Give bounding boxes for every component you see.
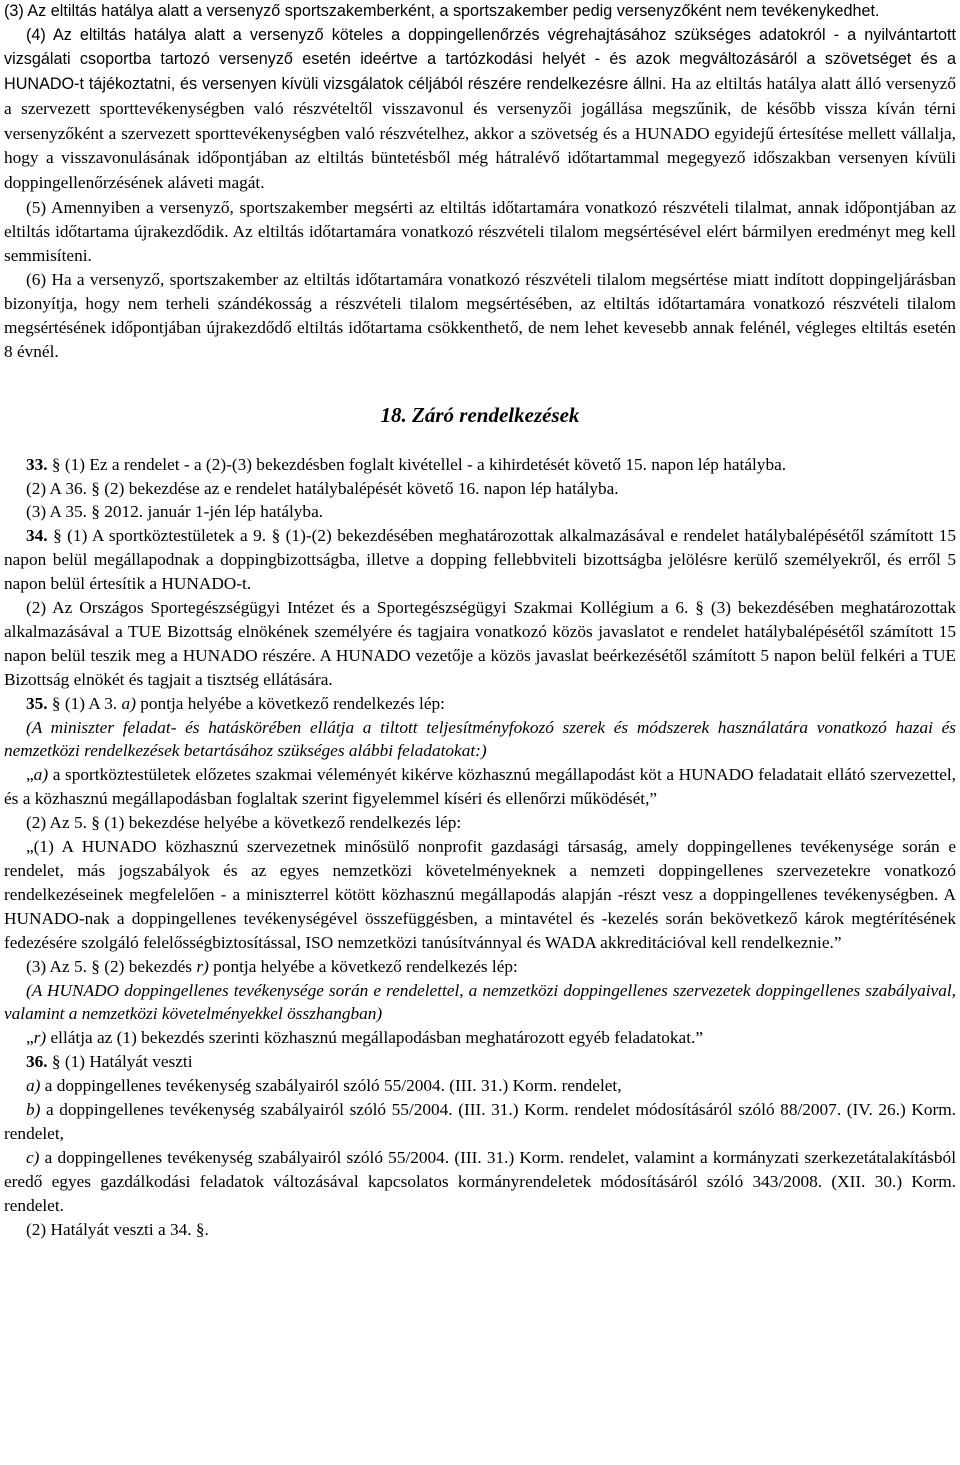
section-35-quote-3-text: (A HUNADO doppingellenes tevékenysége során e rendelettel, a nemzetközi doppingellenes szervezetek doppingellenes szabályaival, valamint a nemzetközi követelményekkel összhangban)	[4, 980, 956, 1024]
section-35-text-pre: § (1) A 3.	[47, 693, 122, 713]
section-36-item-a	[4, 1074, 956, 1098]
section-35-par-1	[4, 692, 956, 716]
item-a-label: a)	[26, 1076, 41, 1096]
section-35-new-text-3	[4, 1026, 956, 1050]
section-35-par-3-pre: (3) Az 5. § (2) bekezdés	[26, 956, 197, 976]
section-35-par-3-post: pontja helyébe a következő rendelkezés lép:	[208, 956, 518, 976]
section-35-par-3	[4, 955, 956, 979]
section-33-number: 33.	[26, 454, 48, 474]
section-36-par-2: (2) Hatályát veszti a 34. §.	[26, 1219, 209, 1239]
section-35-quote-1-text: (A miniszter feladat- és hatáskörében ellátja a tiltott teljesítményfokozó szerek és módszerek használatára vonatkozó hazai és nemzetközi rendelkezések betartásához szükséges alábbi feladatokat:)	[4, 717, 956, 761]
paragraph-ban-4-part-1: (4) Az eltiltás hatálya alatt a versenyző köteles a doppingellenőrzés végrehajtásához szükséges adatokról - a nyilvántartott vizsgálati csoportba tartozó versenyző esetén ideértve a tartózkodási helyét - és azok megváltozásáról a szövetséget és a HUNADO-t tájékoztatni, és versenyen kívüli vizsgálatok céljából részére rendelkezésre állni.	[4, 25, 956, 93]
new-point-r: r)	[33, 1028, 47, 1048]
section-36-par-1	[4, 1050, 956, 1074]
section-heading: 18. Záró rendelkezések	[380, 402, 580, 427]
section-33-text-1: § (1) Ez a rendelet - a (2)-(3) bekezdésben foglalt kivétellel - a kihirdetését követő 15. napon lép hatályba.	[47, 454, 787, 474]
section-34-number: 34.	[26, 526, 48, 546]
new-point-a-text: a sportköztestületek előzetes szakmai véleményét kikérve közhasznú megállapodást köt a HUNADO feladatait ellátó szervezettel, és a közhasznú megállapodásban foglaltak szerint figyelemmel kíséri és ellenőrzi működését,”	[4, 765, 956, 809]
section-36-number: 36.	[26, 1052, 48, 1072]
paragraph-ban-5: (5) Amennyiben a versenyző, sportszakember megsérti az eltiltás időtartamára vonatkozó részvételi tilalmat, annak időpontjában az eltiltás időtartama újrakezdődik. Az eltiltás időtartamára vonatkozó részvételi tilalom megsértésével elért bármilyen eredményt meg kell semmisíteni.	[4, 198, 956, 266]
section-35-new-text-1	[4, 763, 956, 811]
section-36-item-c	[4, 1146, 956, 1218]
section-34-text-1: § (1) A sportköztestületek a 9. § (1)-(2) bekezdésében meghatározottak alkalmazásával e rendelet hatálybalépésétől számított 15 napon belül megállapodnak a doppingbizottságba, illetve a dopping fellebbviteli bizottságba jelölésre kerülő személyekről, és erről 5 napon belül értesítik a HUNADO-t.	[4, 526, 956, 594]
item-b-label: b)	[26, 1100, 41, 1120]
item-c-text: a doppingellenes tevékenység szabályairól szóló 55/2004. (III. 31.) Korm. rendelet, valamint a kormányzati szerkezetátalakításból eredő egyes gazdálkodási feladatok változásával kapcsolatos kormányrendeletek módosításáról szóló 343/2008. (XII. 30.) Korm. rendelet.	[4, 1147, 956, 1215]
section-35-point-a: a)	[121, 693, 136, 713]
paragraph-ban-4-part-2: Ha az eltiltás hatálya alatt álló versenyző a szervezett sporttevékenységben való részvételtől visszavonul és versenyzői jogállása megszűnik, de később vissza kíván térni versenyzőként a szervezett sporttevékenységben való részvételhez, akkor a szövetség és a HUNADO egyidejű értesítése mellett vállalja, hogy a visszavonulásának időpontjában az eltiltás büntetésből még hátralévő időtartammal megegyező időszakban versenyen kívüli doppingellenőrzésének aláveti magát.	[4, 73, 956, 193]
section-35-text-post: pontja helyébe a következő rendelkezés lép:	[135, 693, 445, 713]
paragraph-ban-6: (6) Ha a versenyző, sportszakember az eltiltás időtartamára vonatkozó részvételi tilalom megsértése miatt indított doppingeljárásban bizonyítja, hogy nem terheli szándékosság a részvételi tilalom megsértésében, az eltiltás időtartamára vonatkozó részvételi tilalom megsértésének időpontjában újrakezdődő eltiltás időtartama csökkenthető, de nem lehet kevesebb annak felénél, végleges eltiltás esetén 8 évnél.	[4, 269, 956, 361]
section-35-quote-3	[4, 979, 956, 1027]
section-34-par-2: (2) Az Országos Sportegészségügyi Intézet és a Sportegészségügyi Szakmai Kollégium a 6. § (3) bekezdésében meghatározottak alkalmazásával a TUE Bizottság elnökének személyére és tagjaira vonatkozó közös javaslatot e rendelet hatálybalépésétől számított 15 napon belül teszik meg a HUNADO részére. A HUNADO vezetője a közös javaslat beérkezésétől számított 5 napon belül felkéri a TUE Bizottság elnökét és tagjait a tisztség ellátására.	[4, 598, 956, 689]
item-b-text: a doppingellenes tevékenység szabályairól szóló 55/2004. (III. 31.) Korm. rendelet módosításáról szóló 88/2007. (IV. 26.) Korm. rendelet,	[4, 1100, 956, 1143]
section-35-number: 35.	[26, 693, 48, 713]
section-35-quote-1	[4, 716, 956, 764]
open-quote-r: „	[26, 1028, 34, 1048]
section-36-text-1: § (1) Hatályát veszti	[47, 1052, 193, 1072]
section-33-par-1	[4, 453, 956, 477]
paragraph-ban-3: (3) Az eltiltás hatálya alatt a versenyző sportszakemberként, a sportszakember pedig versenyzőként nem tevékenykedhet.	[4, 2, 880, 20]
new-point-a: a)	[33, 765, 49, 785]
paragraph-ban-4	[4, 24, 956, 196]
section-35-point-r: r)	[196, 956, 209, 976]
open-quote: „	[26, 765, 34, 785]
item-a-text: a doppingellenes tevékenység szabályairól szóló 55/2004. (III. 31.) Korm. rendelet,	[40, 1076, 622, 1096]
section-35-new-text-2: „(1) A HUNADO közhasznú szervezetnek minősülő nonprofit gazdasági társaság, amely doppingellenes tevékenysége során e rendelet, más jogszabályok és az egyes nemzetközi követelményeknek a nemzeti doppingellenes szervezetekre vonatkozó rendelkezéseinek megfelelően - a miniszterrel kötött közhasznú megállapodás alapján -részt vesz a doppingellenes tevékenységben. A HUNADO-nak a doppingellenes tevékenységével összefüggésben, a mintavétel és -kezelés során bekövetkező károk megtérítésének fedezésére szolgáló felelősségbiztosítással, ISO nemzetközi tanúsítvánnyal és WADA akkreditációval kell rendelkeznie.”	[4, 837, 956, 952]
section-35-par-2: (2) Az 5. § (1) bekezdése helyébe a következő rendelkezés lép:	[26, 813, 462, 833]
section-33-par-3: (3) A 35. § 2012. január 1-jén lép hatályba.	[26, 502, 324, 522]
section-36-item-b	[4, 1098, 956, 1146]
new-point-r-text: ellátja az (1) bekezdés szerinti közhasznú megállapodásban meghatározott egyéb feladatokat.”	[46, 1028, 704, 1048]
section-34-par-1	[4, 524, 956, 596]
section-33-par-2: (2) A 36. § (2) bekezdése az e rendelet hatálybalépését követő 16. napon lép hatályba.	[26, 478, 619, 498]
item-c-label: c)	[26, 1147, 40, 1167]
